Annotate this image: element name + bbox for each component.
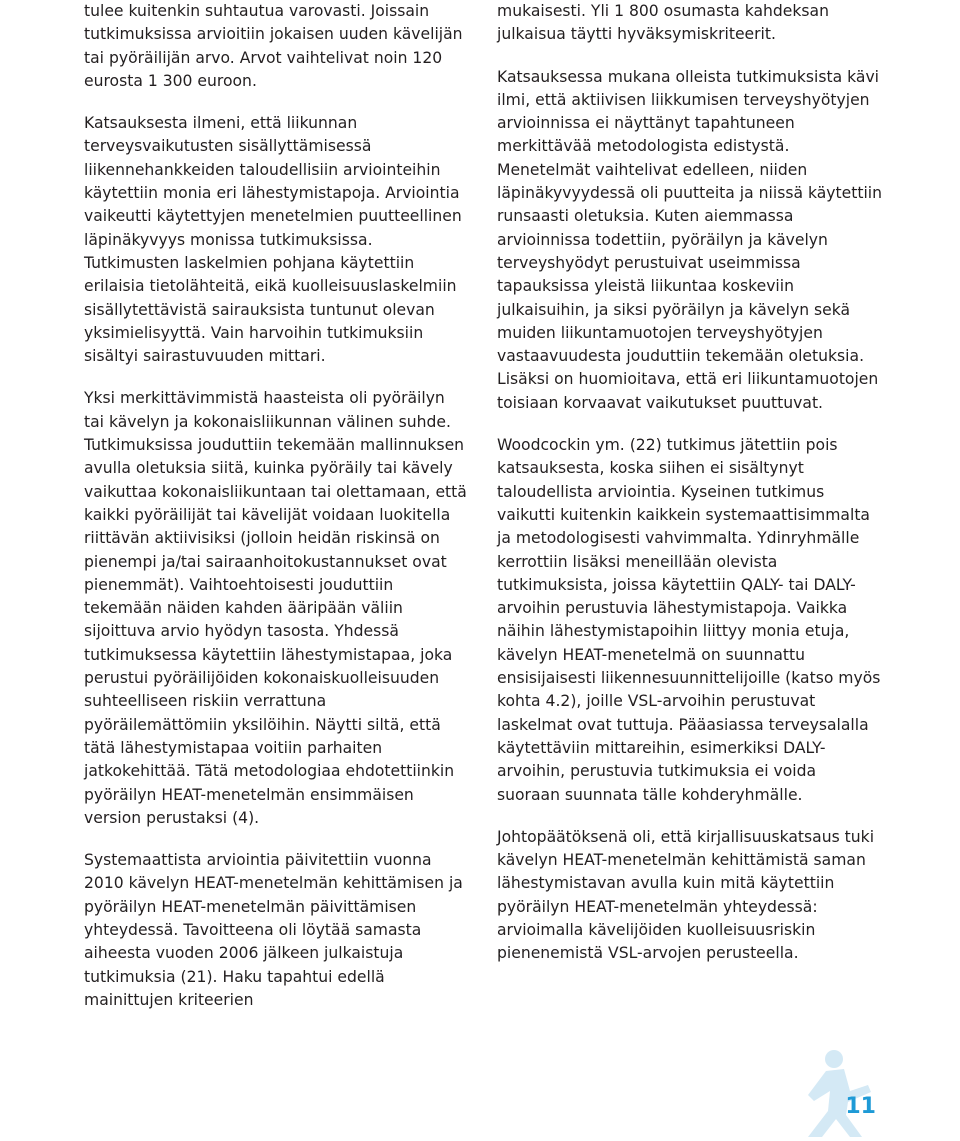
right-paragraph-3: Woodcockin ym. (22) tutkimus jätettiin pois katsauksesta, koska siihen ei sisältynyt taloudellista arviointia. Kyseinen tutkimus vaikutti kuitenkin kaikkein systemaattisimmalta ja metodologisesti vahvimmalta. Ydinryhmälle kerrottiin lisäksi meneillään olevista tutkimuksista, joissa käytettiin QALY- tai DALY-arvoihin perustuvia lähestymistapoja. Vaikka näihin lähestymistapoihin liittyy monia etuja, kävelyn HEAT-menetelmä on suunnattu ensisijaisesti liikennesuunnittelijoille (katso myös kohta 4.2), joille VSL-arvoihin perustuvat laskelmat ovat tuttuja. Pääasiassa terveysalalla käytettäviin mittareihin, esimerkiksi DALY-arvoihin, perustuvia tutkimuksia ei voida suoraan suunnata tälle kohderyhmälle. — [497, 436, 881, 804]
walking-figure-icon — [792, 1045, 960, 1137]
right-paragraph-4: Johtopäätöksenä oli, että kirjallisuuskatsaus tuki kävelyn HEAT-menetelmän kehittämistä saman lähestymistavan avulla kuin mitä käytettiin pyöräilyn HEAT-menetelmän yhteydessä: arvioimalla kävelijöiden kuolleisuusriskin pienenemistä VSL-arvojen perusteella. — [497, 827, 875, 963]
left-paragraph-3: Yksi merkittävimmistä haasteista oli pyöräilyn tai kävelyn ja kokonaisliikunnan välinen suhde. Tutkimuksissa jouduttiin tekemään mallinnuksen avulla oletuksia siitä, kuinka pyöräily tai kävely vaikuttaa kokonaisliikuntaan tai olettamaan, että kaikki pyöräilijät tai kävelijät voidaan luokitella riittävän aktiivisiksi (jolloin heidän riskinsä on pienempi ja/tai sairaanhoitokustannukset ovat pienemmät). Vaihtoehtoisesti jouduttiin tekemään näiden kahden ääripään väliin sijoittuva arvio hyödyn tasosta. Yhdessä tutkimuksessa käytettiin lähestymistapaa, joka perustui pyöräilijöiden kokonaiskuolleisuuden suhteelliseen riskiin verrattuna pyöräilemättömiin yksilöihin. Näytti siltä, että tätä lähestymistapaa voitiin parhaiten jatkokehittää. Tätä metodologiaa ehdotettiinkin pyöräilyn HEAT-menetelmän ensimmäisen version perustaksi (4). — [84, 389, 467, 827]
left-column — [84, 0, 469, 1031]
left-paragraph-2: Katsauksesta ilmeni, että liikunnan terveysvaikutusten sisällyttämisessä liikennehankkeiden taloudellisiin arviointeihin käytettiin monia eri lähestymistapoja. Arviointia vaikeutti käytettyjen menetelmien puutteellinen läpinäkyvyys monissa tutkimuksissa. Tutkimusten laskelmien pohjana käytettiin erilaisia tietolähteitä, eikä kuolleisuuslaskelmiin sisällytettävistä sairauksista tuntunut olevan yksimielisyyttä. Vain harvoihin tutkimuksiin sisältyi sairastuvuuden mittari. — [84, 114, 462, 366]
right-column — [497, 0, 882, 985]
right-paragraph-2: Katsauksessa mukana olleista tutkimuksista kävi ilmi, että aktiivisen liikkumisen terveyshyötyjen arvioinnissa ei näyttänyt tapahtuneen merkittävää metodologista edistystä. Menetelmät vaihtelivat edelleen, niiden läpinäkyvyydessä oli puutteita ja niissä käytettiin runsaasti oletuksia. Kuten aiemmassa arvioinnissa todettiin, pyöräilyn ja kävelyn terveyshyödyt perustuivat useimmissa tapauksissa yleistä liikuntaa koskeviin julkaisuihin, ja siksi pyöräilyn ja kävelyn sekä muiden liikuntamuotojen terveyshyötyjen vastaavuudesta jouduttiin tekemään oletuksia. Lisäksi on huomioitava, että eri liikuntamuotojen toisiaan korvaavat vaikutukset puuttuvat. — [497, 67, 882, 412]
page-number: 11 — [845, 1094, 876, 1119]
right-paragraph-1: mukaisesti. Yli 1 800 osumasta kahdeksan julkaisua täytti hyväksymiskriteerit. — [497, 2, 829, 44]
left-paragraph-4: Systemaattista arviointia päivitettiin vuonna 2010 kävelyn HEAT-menetelmän kehittämisen ja pyöräilyn HEAT-menetelmän päivittämisen yhteydessä. Tavoitteena oli löytää samasta aiheesta vuoden 2006 jälkeen julkaistuja tutkimuksia (21). Haku tapahtui edellä mainittujen kriteerien — [84, 851, 463, 1009]
left-paragraph-1: tulee kuitenkin suhtautua varovasti. Joissain tutkimuksissa arvioitiin jokaisen uuden kävelijän tai pyöräilijän arvo. Arvot vaihtelivat noin 120 eurosta 1 300 euroon. — [84, 2, 463, 90]
